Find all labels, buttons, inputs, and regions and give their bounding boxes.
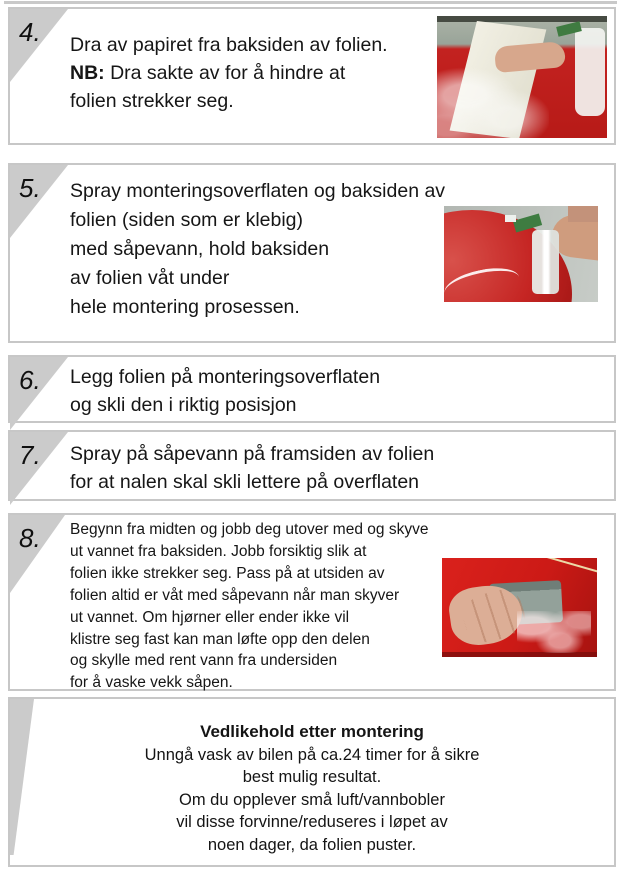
step-text-line: for å vaske vekk såpen.: [70, 674, 233, 692]
step-text: [70, 519, 428, 694]
step-text-line: ut vannet. Om hjørner eller ender ikke vil: [70, 608, 350, 626]
maintenance-line: noen dager, da folien puster.: [207, 835, 417, 854]
maintenance-line: best mulig resultat.: [242, 768, 382, 786]
step-text: [70, 440, 434, 496]
thin-seam-line: [482, 558, 597, 574]
step-text-line: folien ikke strekker seg. Pass på at utsiden av: [70, 564, 385, 582]
step-text-line: folien (siden som er klebig): [70, 209, 304, 231]
step-text-line: for at nalen skal skli lettere på overflaten: [70, 471, 420, 493]
spray-bottle-shape: [575, 28, 605, 116]
step-text-line: klistre seg fast kan man løfte opp den delen: [70, 630, 370, 648]
maintenance-title: Vedlikehold etter montering: [200, 722, 424, 741]
step-number: 4.: [19, 17, 41, 47]
step-text-line: Spray på såpevann på framsiden av folien: [70, 443, 435, 465]
photo-squeegee-on-foil: [442, 558, 597, 657]
water-streaks: [517, 611, 591, 653]
step-text-line: ut vannet fra baksiden. Jobb forsiktig slik at: [70, 542, 367, 560]
step-text-line: Spray monteringsoverflaten og baksiden av: [70, 180, 446, 202]
step-text-line: og skli den i riktig posisjon: [70, 394, 297, 416]
step-number: 8.: [19, 523, 41, 553]
maintenance-line: Om du opplever små luft/vannbobler: [179, 790, 445, 809]
step-text: [70, 363, 380, 419]
step-number: 5.: [19, 173, 41, 203]
hand-shape: [494, 41, 566, 73]
wet-foil-reflections: [437, 66, 549, 138]
step-text-line: Begynn fra midten og jobb deg utover med og skyve: [70, 521, 429, 538]
maintenance-line: vil disse forvinne/reduseres i løpet av: [176, 813, 448, 831]
step-text-line: Dra av papiret fra baksiden av folien.: [70, 34, 388, 56]
step-text-line: folien altid er våt med såpevann når man skyver: [70, 586, 400, 604]
nb-label: NB:: [70, 62, 105, 84]
step-panel-7: [8, 430, 616, 501]
step-text-line: hele montering prosessen.: [70, 296, 300, 318]
step-number: 6.: [19, 365, 41, 395]
step-text-line: [70, 59, 388, 87]
photo-spraying-soap-water: [444, 206, 598, 302]
step-text: [70, 31, 388, 115]
step-panel-6: [8, 355, 616, 423]
previous-panel-bottom-edge: [4, 1, 617, 4]
maintenance-line: Unngå vask av bilen på ca.24 timer for å sikre: [144, 745, 480, 764]
step-text-line: med såpevann, hold baksiden: [70, 238, 330, 260]
step-text-line: Legg folien på monteringsoverflaten: [70, 366, 381, 388]
step-text-line: av folien våt under: [70, 267, 230, 289]
step-text-rest: Dra sakte av for å hindre at: [104, 62, 346, 84]
maintenance-panel: [8, 697, 616, 867]
photo-peeling-backing-paper: [437, 16, 607, 138]
step-number: 7.: [19, 440, 41, 470]
spray-nozzle-shape: [505, 215, 516, 222]
step-text-line: og skylle med rent vann fra undersiden: [70, 652, 338, 670]
arm-shape: [568, 206, 598, 222]
step-text-line: folien strekker seg.: [70, 90, 234, 112]
maintenance-text: [30, 721, 594, 856]
spray-bottle-shape: [532, 230, 559, 294]
step-text: [70, 177, 445, 322]
